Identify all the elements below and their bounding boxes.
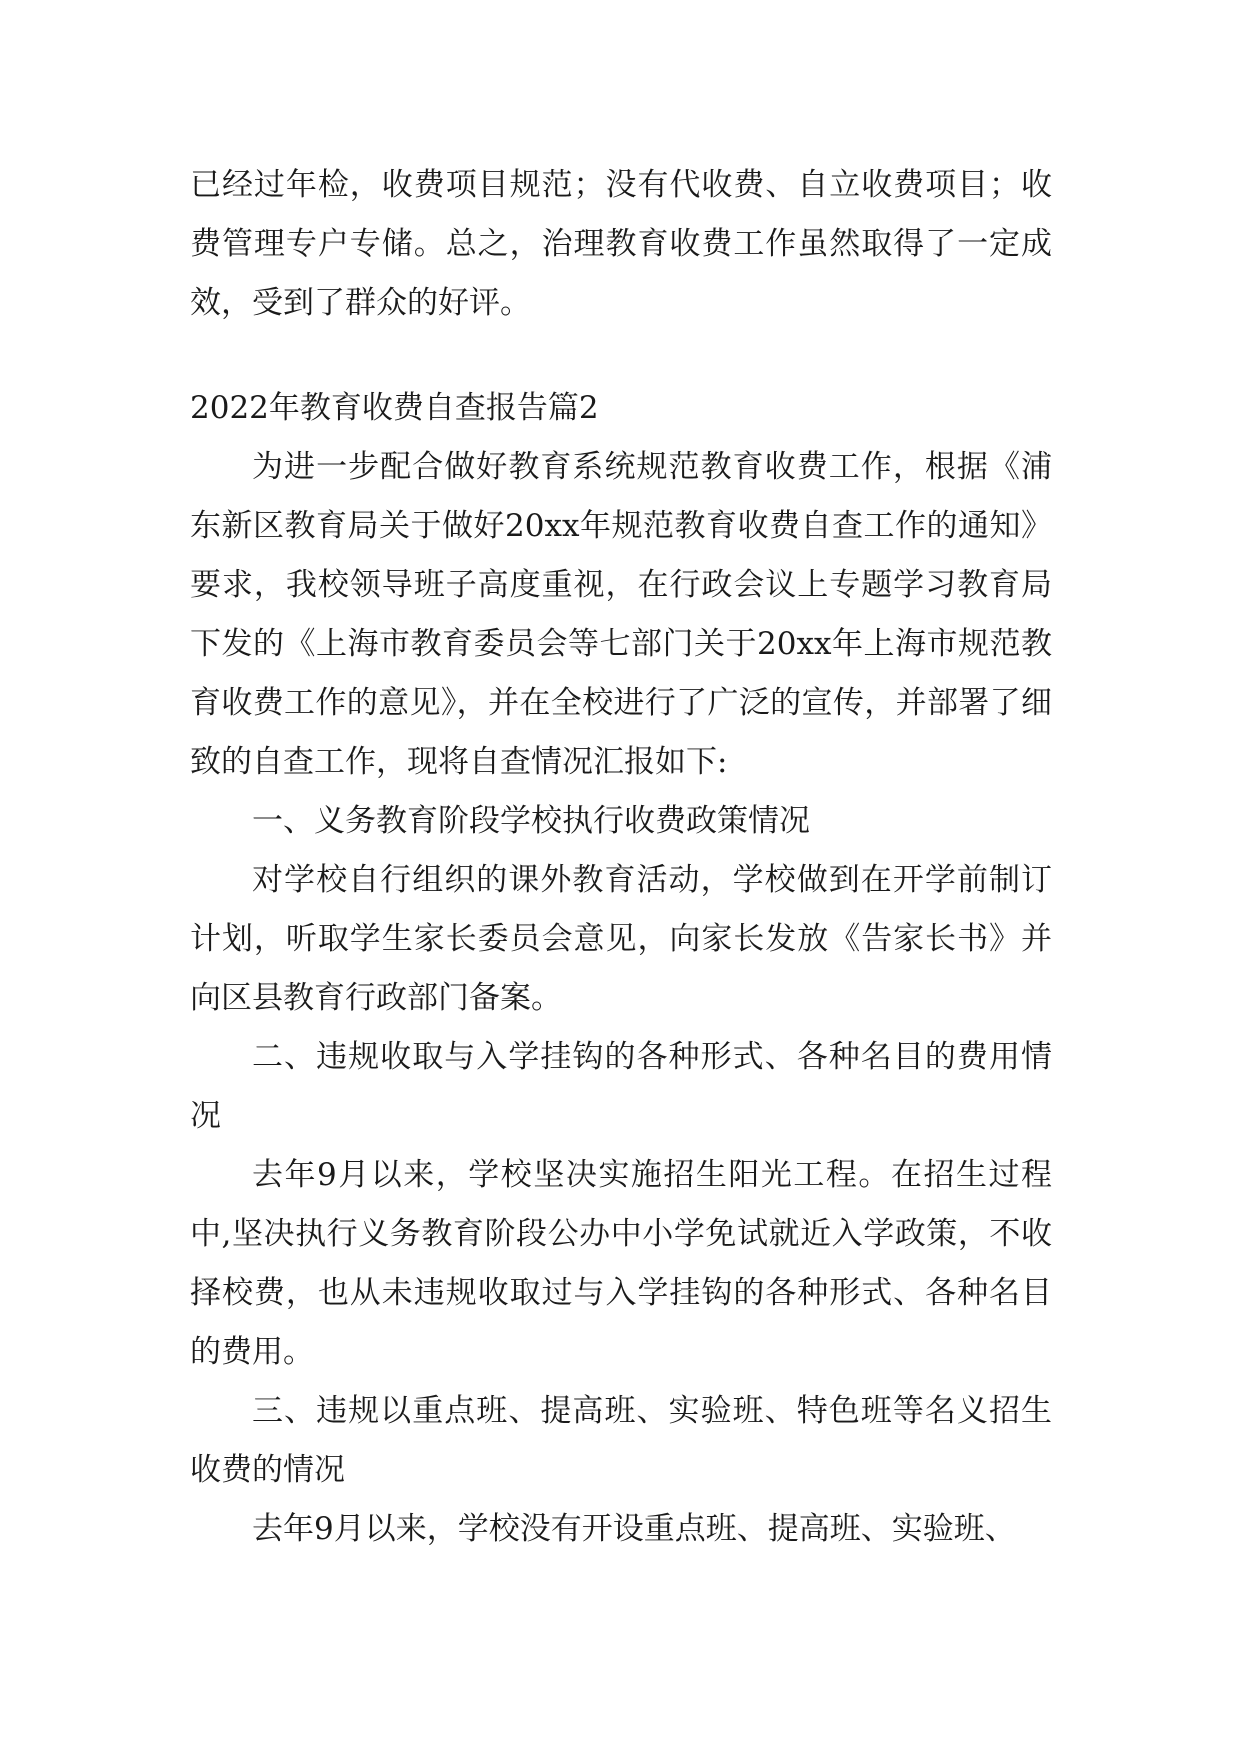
paragraph: 为进一步配合做好教育系统规范教育收费工作，根据《浦东新区教育局关于做好20xx年规范教育收费自查工作的通知》要求，我校领导班子高度重视，在行政会议上专题学习教育局下发的《上海市教育委员会等七部门关于20xx年上海市规范教育收费工作的意见》，并在全校进行了广泛的宣传，并部署了细致的自查工作，现将自查情况汇报如下: — [190, 449, 1052, 780]
section-title: 2022年教育收费自查报告篇2 — [190, 390, 599, 426]
heading-item-3: 三、违规以重点班、提高班、实验班、特色班等名义招生收费的情况 — [190, 1393, 1052, 1488]
paragraph: 对学校自行组织的课外教育活动，学校做到在开学前制订计划，听取学生家长委员会意见，向家长发放《告家长书》并向区县教育行政部门备案。 — [190, 862, 1052, 1016]
heading-item-1: 一、义务教育阶段学校执行收费政策情况 — [252, 803, 810, 839]
intro-paragraph: 已经过年检，收费项目规范；没有代收费、自立收费项目；收费管理专户专储。总之，治理教育收费工作虽然取得了一定成效，受到了群众的好评。 — [190, 167, 1052, 321]
heading-item-2: 二、违规收取与入学挂钩的各种形式、各种名目的费用情况 — [190, 1039, 1052, 1134]
document-body — [190, 156, 1052, 1559]
paragraph-gap — [190, 333, 1052, 379]
paragraph: 去年9月以来，学校坚决实施招生阳光工程。在招生过程中,坚决执行义务教育阶段公办中小学免试就近入学政策，不收择校费，也从未违规收取过与入学挂钩的各种形式、各种名目的费用。 — [190, 1157, 1052, 1370]
paragraph: 去年9月以来，学校没有开设重点班、提高班、实验班、 — [252, 1511, 1016, 1547]
